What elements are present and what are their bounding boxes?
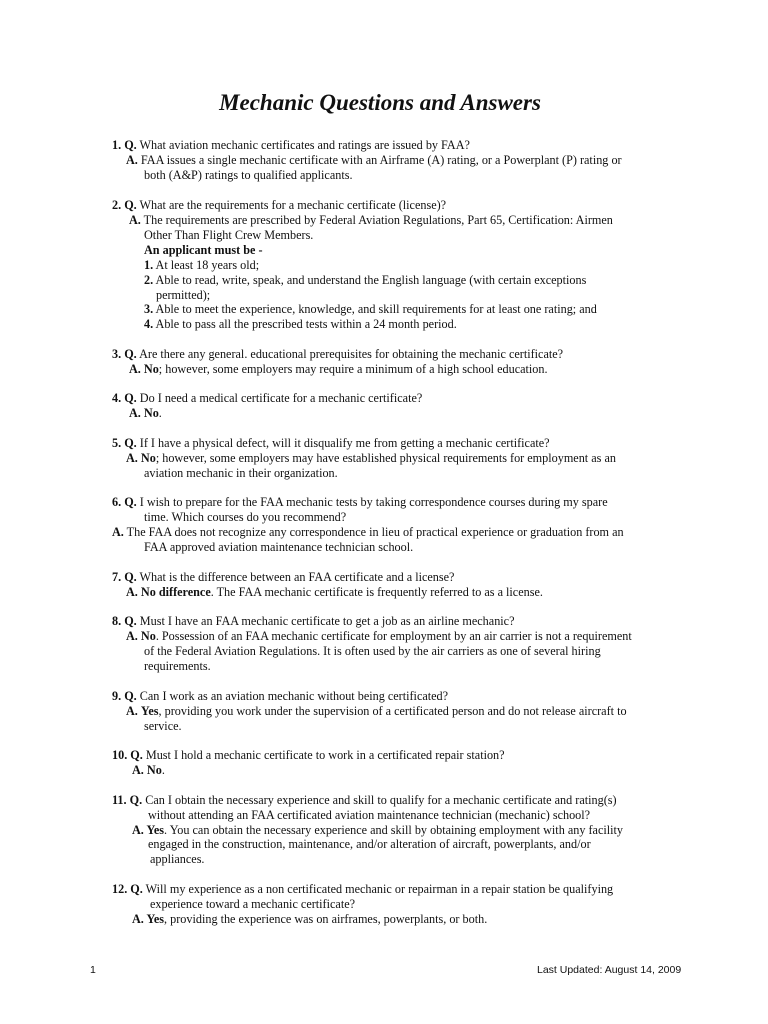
q2-item-cont: permitted); [156,288,211,302]
q12-question: 12. Q. Will my experience as a non certificated mechanic or repairman in a repair station be qualifying [112,882,614,896]
q3-question: 3. Q. Are there any general. educational prerequisites for obtaining the mechanic certificate? [112,347,564,361]
q11-answer: A. Yes. You can obtain the necessary experience and skill by obtaining employment with any facility [132,823,623,837]
q5-answer: A. No; however, some employers may have established physical requirements for employment as an [126,451,616,465]
q9-answer-cont: service. [144,719,182,733]
q2-subhead: An applicant must be - [144,243,263,257]
q6-answer-cont: FAA approved aviation maintenance technician school. [144,540,414,554]
q9-answer: A. Yes, providing you work under the supervision of a certificated person and do not release aircraft to [126,704,627,718]
q2-answer-cont: Other Than Flight Crew Members. [144,228,314,242]
q11-answer-cont: appliances. [150,852,205,866]
q2-item: 1. At least 18 years old; [144,258,260,272]
page-title: Mechanic Questions and Answers [219,90,541,115]
q3-answer: A. No; however, some employers may require a minimum of a high school education. [129,362,548,376]
q6-answer: A. The FAA does not recognize any correspondence in lieu of practical experience or graduation from an [112,525,624,539]
q2-item: 3. Able to meet the experience, knowledge, and skill requirements for at least one rating; and [144,302,597,316]
q1-question: 1. Q. What aviation mechanic certificates and ratings are issued by FAA? [112,138,470,152]
q2-item: 4. Able to pass all the prescribed tests within a 24 month period. [144,317,457,331]
q12-question-cont: experience toward a mechanic certificate? [150,897,356,911]
q5-answer-cont: aviation mechanic in their organization. [144,466,338,480]
q1-answer-cont: both (A&P) ratings to qualified applicants. [144,168,353,182]
q8-question: 8. Q. Must I have an FAA mechanic certificate to get a job as an airline mechanic? [112,614,515,628]
q8-answer-cont: requirements. [144,659,211,673]
q11-question-cont: without attending an FAA certificated aviation maintenance technician (mechanic) school? [148,808,591,822]
q2-question: 2. Q. What are the requirements for a mechanic certificate (license)? [112,198,447,212]
q10-answer: A. No. [132,763,165,777]
q2-item: 2. Able to read, write, speak, and understand the English language (with certain exceptions [144,273,587,287]
q6-question-cont: time. Which courses do you recommend? [144,510,347,524]
q11-question: 11. Q. Can I obtain the necessary experience and skill to qualify for a mechanic certificate and rating(s) [112,793,617,807]
page-number: 1 [90,964,96,976]
q9-question: 9. Q. Can I work as an aviation mechanic without being certificated? [112,689,449,703]
q1-answer: A. FAA issues a single mechanic certificate with an Airframe (A) rating, or a Powerplant (P) rating or [126,153,622,167]
q8-answer: A. No. Possession of an FAA mechanic certificate for employment by an air carrier is not a requirement [126,629,632,643]
q10-question: 10. Q. Must I hold a mechanic certificate to work in a certificated repair station? [112,748,505,762]
q4-question: 4. Q. Do I need a medical certificate for a mechanic certificate? [112,391,423,405]
last-updated: Last Updated: August 14, 2009 [537,964,682,976]
q11-answer-cont: engaged in the construction, maintenance, and/or alteration of aircraft, powerplants, and/or [148,837,591,851]
q7-question: 7. Q. What is the difference between an FAA certificate and a license? [112,570,455,584]
q12-answer: A. Yes, providing the experience was on airframes, powerplants, or both. [132,912,488,926]
q2-answer: A. The requirements are prescribed by Federal Aviation Regulations, Part 65, Certification: Airmen [129,213,613,227]
q5-question: 5. Q. If I have a physical defect, will it disqualify me from getting a mechanic certificate? [112,436,550,450]
q8-answer-cont: of the Federal Aviation Regulations. It is often used by the air carriers as one of several hiring [144,644,601,658]
q6-question: 6. Q. I wish to prepare for the FAA mechanic tests by taking correspondence courses during my spare [112,495,608,509]
q7-answer: A. No difference. The FAA mechanic certificate is frequently referred to as a license. [126,585,543,599]
q4-answer: A. No. [129,406,162,420]
